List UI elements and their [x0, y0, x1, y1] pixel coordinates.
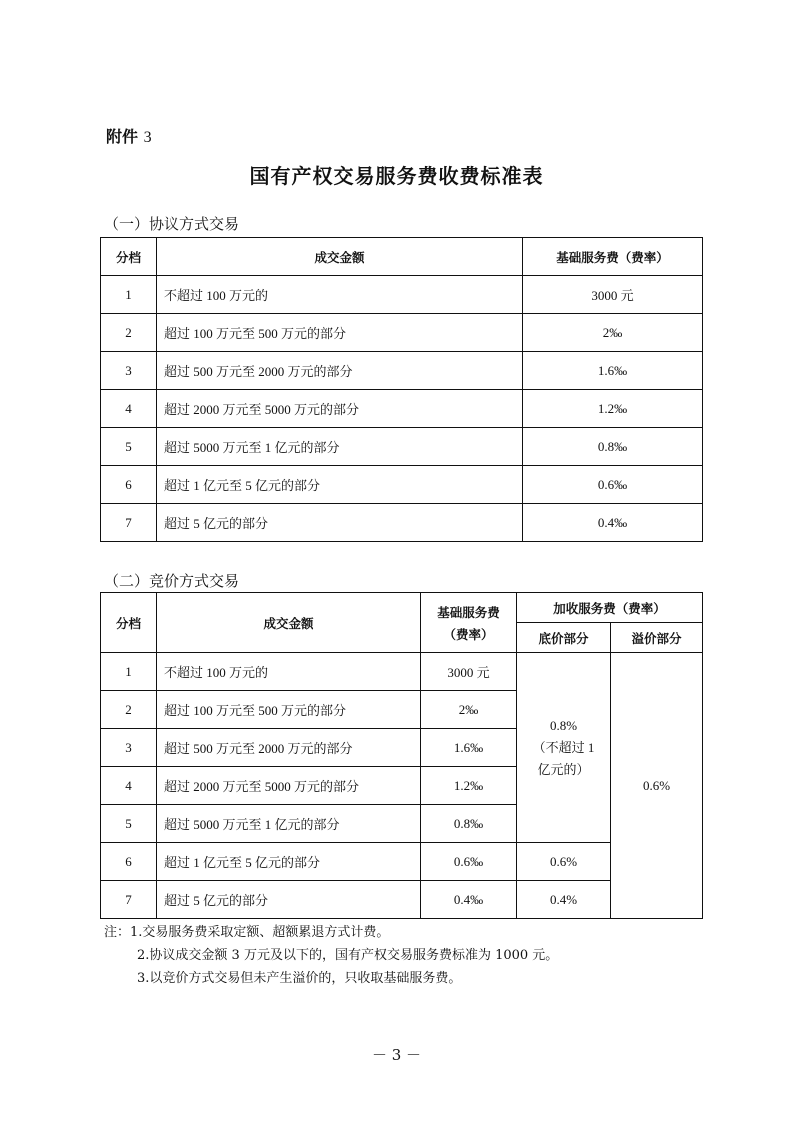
- amount-cell: 超过 1 亿元至 5 亿元的部分: [157, 843, 421, 881]
- fee-cell: 0.8‰: [523, 428, 703, 466]
- base-fee-cell: 0.4‰: [421, 881, 517, 919]
- floor-fee-limit-line1: （不超过 1: [532, 739, 595, 755]
- notes: [104, 921, 558, 990]
- amount-cell: 不超过 100 万元的: [157, 276, 523, 314]
- tier-cell: 5: [101, 428, 157, 466]
- table-row: [101, 428, 703, 466]
- column-header-tier: 分档: [101, 593, 157, 653]
- floor-fee-cell: 0.6%: [517, 843, 611, 881]
- table-header-row: [101, 238, 703, 276]
- amount-cell: 超过 5 亿元的部分: [157, 881, 421, 919]
- table-row: [101, 466, 703, 504]
- amount-cell: 超过 5000 万元至 1 亿元的部分: [157, 805, 421, 843]
- amount-cell: 超过 2000 万元至 5000 万元的部分: [157, 767, 421, 805]
- fee-cell: 0.4‰: [523, 504, 703, 542]
- auction-fee-table: [100, 592, 703, 919]
- column-header-amount: 成交金额: [157, 238, 523, 276]
- tier-cell: 6: [101, 466, 157, 504]
- column-header-tier: 分档: [101, 238, 157, 276]
- page-number: － 3 －: [371, 1046, 422, 1064]
- base-fee-cell: 1.6‰: [421, 729, 517, 767]
- note-line-1: [104, 921, 558, 944]
- fee-cell: 2‰: [523, 314, 703, 352]
- negotiated-fee-table: [100, 237, 703, 542]
- floor-fee-limit-line2: 亿元的）: [537, 761, 590, 777]
- amount-cell: 超过 5 亿元的部分: [157, 504, 523, 542]
- notes-prefix: 注：: [104, 925, 131, 940]
- floor-fee-rate: 0.8%: [549, 717, 578, 733]
- amount-cell: 超过 100 万元至 500 万元的部分: [157, 314, 523, 352]
- amount-cell: 超过 2000 万元至 5000 万元的部分: [157, 390, 523, 428]
- note-item: 1.交易服务费采取定额、超额累退方式计费。: [130, 925, 390, 940]
- fee-cell: 1.2‰: [523, 390, 703, 428]
- premium-fee-merged-cell: 0.6%: [611, 653, 703, 919]
- amount-cell: 超过 500 万元至 2000 万元的部分: [157, 729, 421, 767]
- tier-cell: 6: [101, 843, 157, 881]
- tier-cell: 1: [101, 653, 157, 691]
- tier-cell: 7: [101, 881, 157, 919]
- tier-cell: 7: [101, 504, 157, 542]
- attachment-number: 3: [143, 129, 152, 146]
- column-header-floor-part: 底价部分: [517, 623, 611, 653]
- column-header-amount: 成交金额: [157, 593, 421, 653]
- column-header-base-fee: 基础服务费（费率）: [523, 238, 703, 276]
- page-title: 国有产权交易服务费收费标准表: [249, 164, 544, 188]
- fee-cell: 1.6‰: [523, 352, 703, 390]
- table-row: [101, 314, 703, 352]
- tier-cell: 3: [101, 729, 157, 767]
- base-fee-cell: 3000 元: [421, 653, 517, 691]
- floor-fee-merged-cell: [517, 653, 611, 843]
- amount-cell: 超过 500 万元至 2000 万元的部分: [157, 352, 523, 390]
- column-header-extra-fee: 加收服务费（费率）: [517, 593, 703, 623]
- note-item: 2.协议成交金额 3 万元及以下的，国有产权交易服务费标准为 1000 元。: [137, 948, 559, 963]
- table-row: [101, 352, 703, 390]
- floor-fee-cell: 0.4%: [517, 881, 611, 919]
- column-header-base-fee: [421, 593, 517, 653]
- base-fee-header-line1: 基础服务费: [437, 604, 500, 620]
- amount-cell: 不超过 100 万元的: [157, 653, 421, 691]
- section2-heading: （二）竞价方式交易: [104, 572, 240, 590]
- attachment-text: 附件: [106, 127, 139, 146]
- table-row: [101, 276, 703, 314]
- section1-heading: （一）协议方式交易: [104, 215, 240, 233]
- fee-cell: 3000 元: [523, 276, 703, 314]
- base-fee-cell: 0.8‰: [421, 805, 517, 843]
- amount-cell: 超过 5000 万元至 1 亿元的部分: [157, 428, 523, 466]
- attachment-label: [106, 124, 152, 147]
- tier-cell: 3: [101, 352, 157, 390]
- tier-cell: 2: [101, 691, 157, 729]
- tier-cell: 2: [101, 314, 157, 352]
- table-header-row: [101, 593, 703, 623]
- table-row: [101, 653, 703, 691]
- base-fee-header-line2: （费率）: [443, 626, 494, 642]
- column-header-premium-part: 溢价部分: [611, 623, 703, 653]
- tier-cell: 5: [101, 805, 157, 843]
- tier-cell: 4: [101, 390, 157, 428]
- tier-cell: 4: [101, 767, 157, 805]
- amount-cell: 超过 1 亿元至 5 亿元的部分: [157, 466, 523, 504]
- amount-cell: 超过 100 万元至 500 万元的部分: [157, 691, 421, 729]
- table-row: [101, 390, 703, 428]
- table-row: [101, 504, 703, 542]
- fee-cell: 0.6‰: [523, 466, 703, 504]
- note-item: 3.以竞价方式交易但未产生溢价的，只收取基础服务费。: [137, 971, 462, 986]
- base-fee-cell: 2‰: [421, 691, 517, 729]
- base-fee-cell: 1.2‰: [421, 767, 517, 805]
- base-fee-cell: 0.6‰: [421, 843, 517, 881]
- tier-cell: 1: [101, 276, 157, 314]
